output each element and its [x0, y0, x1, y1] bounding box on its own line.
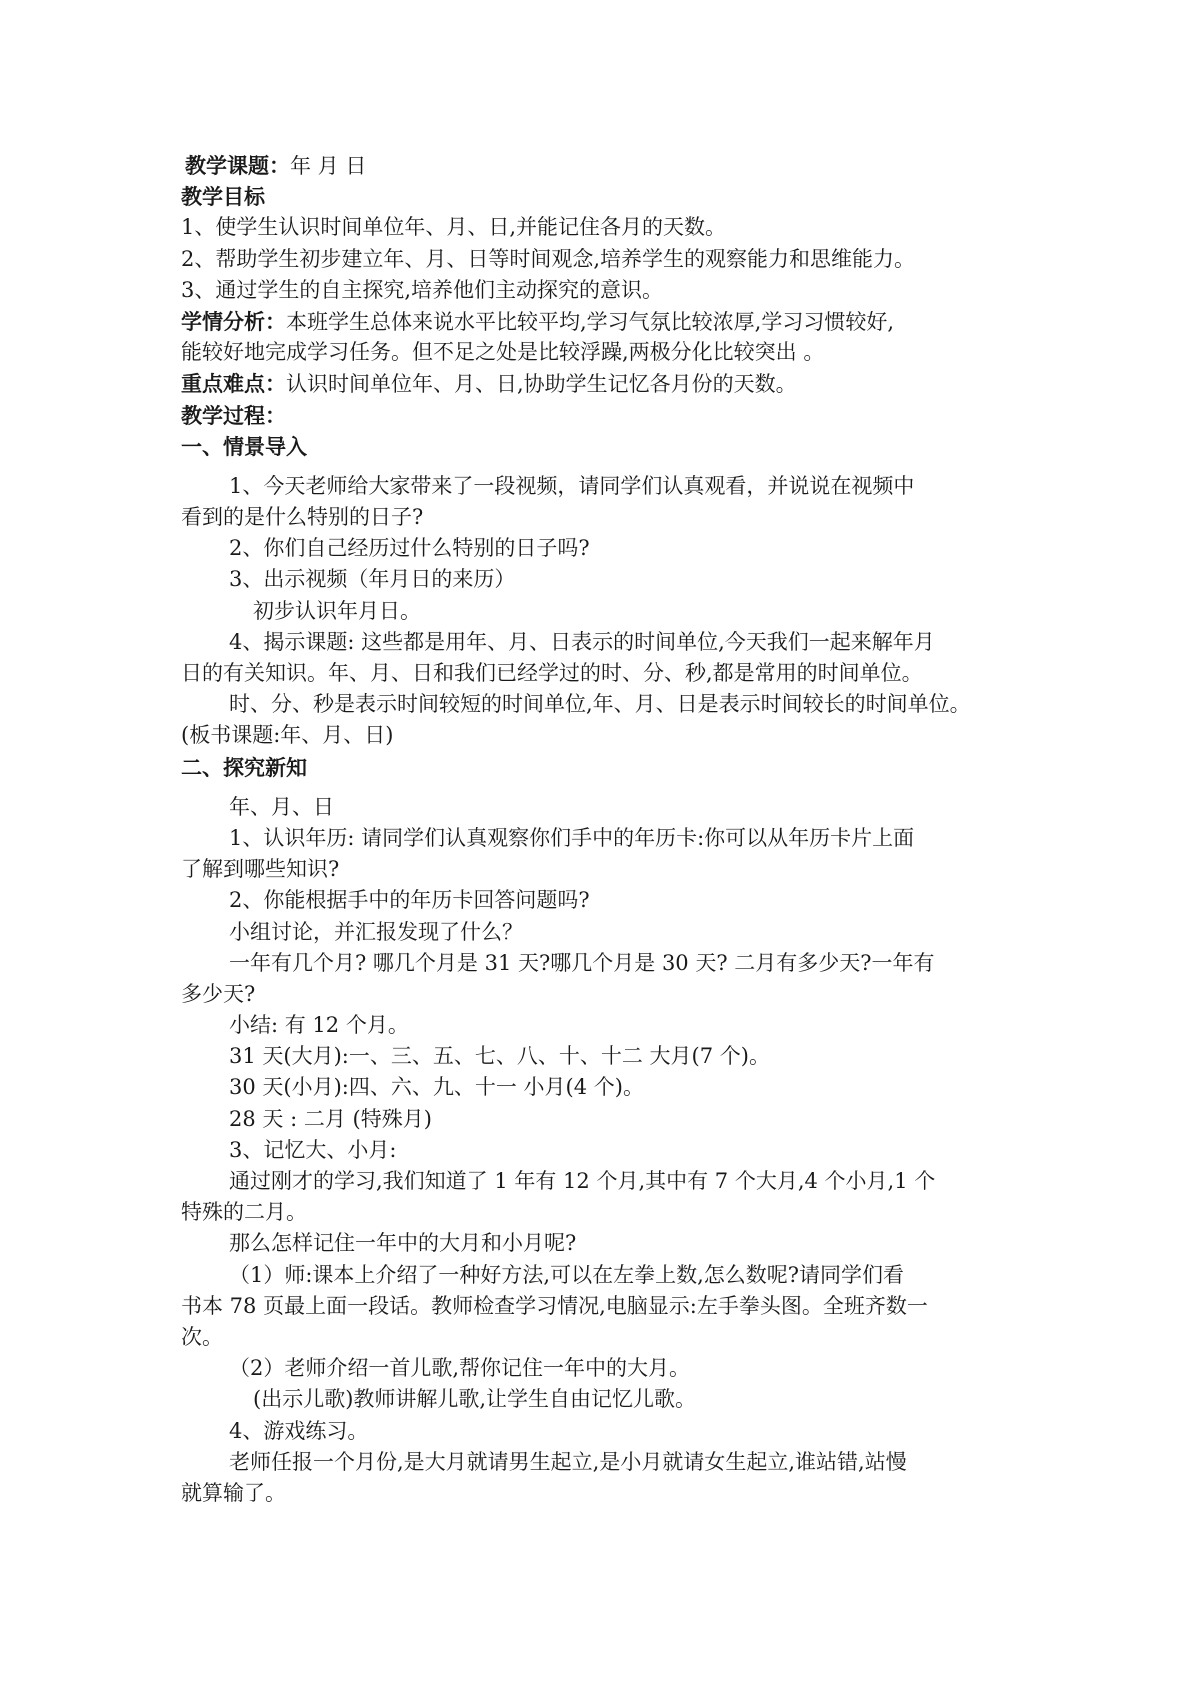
paragraph-line: 28 天 : 二月 (特殊月) — [229, 1106, 432, 1131]
paragraph-line: （2）老师介绍一首儿歌,帮你记住一年中的大月。 — [229, 1356, 691, 1381]
paragraph-line: 1、认识年历: 请同学们认真观察你们手中的年历卡:你可以从年历卡片上面 — [229, 825, 915, 850]
lesson-title — [181, 150, 1061, 181]
key-points-text: 认识时间单位年、月、日,协助学生记忆各月份的天数。 — [286, 372, 797, 397]
paragraph-line: 通过刚才的学习,我们知道了 1 年有 12 个月,其中有 7 个大月,4 个小月,1 个 — [229, 1169, 936, 1193]
paragraph-line: 2、你们自己经历过什么特别的日子吗? — [229, 536, 590, 561]
paragraph-line: 多少天? — [181, 981, 256, 1006]
objectives-heading: 教学目标 — [181, 184, 265, 210]
lesson-title-value: 年 月 日 — [290, 154, 367, 178]
section-heading: 二、探究新知 — [181, 754, 307, 780]
paragraph-line: 次。 — [181, 1324, 223, 1349]
paragraph-line: 书本 78 页最上面一段话。教师检查学习情况,电脑显示:左手拳头图。全班齐数一 — [181, 1293, 928, 1318]
lesson-title-label: 教学课题： — [185, 153, 290, 178]
paragraph-line: 年、月、日 — [229, 794, 334, 819]
paragraph-line: 一年有几个月? 哪几个月是 31 天?哪几个月是 30 天? 二月有多少天?一年有 — [229, 950, 935, 975]
objective-item: 1、使学生认识时间单位年、月、日,并能记住各月的天数。 — [181, 215, 727, 240]
paragraph-line: 4、揭示课题: 这些都是用年、月、日表示的时间单位,今天我们一起来解年月 — [229, 629, 935, 654]
paragraph-line: （1）师:课本上介绍了一种好方法,可以在左拳上数,怎么数呢?请同学们看 — [229, 1262, 905, 1287]
paragraph-line: 老师任报一个月份,是大月就请男生起立,是小月就请女生起立,谁站错,站慢 — [229, 1449, 907, 1474]
paragraph-line: 31 天(大月):一、三、五、七、八、十、十二 大月(7 个)。 — [229, 1044, 770, 1069]
paragraph-line: 小结: 有 12 个月。 — [229, 1013, 409, 1038]
process-heading: 教学过程： — [181, 402, 286, 428]
key-points-line — [181, 368, 1061, 399]
objective-item: 2、帮助学生初步建立年、月、日等时间观念,培养学生的观察能力和思维能力。 — [181, 246, 916, 271]
paragraph-line: (板书课题:年、月、日) — [181, 723, 394, 748]
paragraph-line: 2、你能根据手中的年历卡回答问题吗? — [229, 888, 590, 913]
paragraph-line: 初步认识年月日。 — [253, 598, 421, 623]
objective-item: 3、通过学生的自主探究,培养他们主动探究的意识。 — [181, 277, 664, 302]
paragraph-line: 看到的是什么特别的日子? — [181, 505, 424, 530]
analysis-text-continued: 能较好地完成学习任务。但不足之处是比较浮躁,两极分化比较突出 。 — [181, 340, 825, 365]
document-page — [181, 150, 1061, 1509]
paragraph-line: 4、游戏练习。 — [229, 1418, 369, 1443]
paragraph-line: 了解到哪些知识? — [181, 857, 340, 882]
analysis-text: 本班学生总体来说水平比较平均,学习气氛比较浓厚,学习习惯较好, — [286, 309, 895, 334]
paragraph-line: 30 天(小月):四、六、九、十一 小月(4 个)。 — [229, 1075, 644, 1100]
paragraph-line: 那么怎样记住一年中的大月和小月呢? — [229, 1231, 577, 1256]
paragraph-line: 就算输了。 — [181, 1480, 286, 1505]
paragraph-line: 3、记忆大、小月: — [229, 1137, 397, 1162]
paragraph-line: 时、分、秒是表示时间较短的时间单位,年、月、日是表示时间较长的时间单位。 — [229, 692, 971, 717]
section-heading: 一、情景导入 — [181, 433, 307, 459]
paragraph-line: 特殊的二月。 — [181, 1200, 307, 1225]
key-points-label: 重点难点： — [181, 371, 286, 397]
analysis-line — [181, 306, 1061, 337]
paragraph-line: 日的有关知识。年、月、日和我们已经学过的时、分、秒,都是常用的时间单位。 — [181, 661, 923, 685]
paragraph-line: 小组讨论，并汇报发现了什么？ — [229, 919, 523, 944]
paragraph-line: 1、今天老师给大家带来了一段视频，请同学们认真观看，并说说在视频中 — [229, 473, 915, 498]
analysis-label: 学情分析： — [181, 308, 286, 334]
paragraph-line: 3、出示视频（年月日的来历） — [229, 567, 516, 592]
paragraph-line: (出示儿歌)教师讲解儿歌,让学生自由记忆儿歌。 — [253, 1387, 697, 1412]
